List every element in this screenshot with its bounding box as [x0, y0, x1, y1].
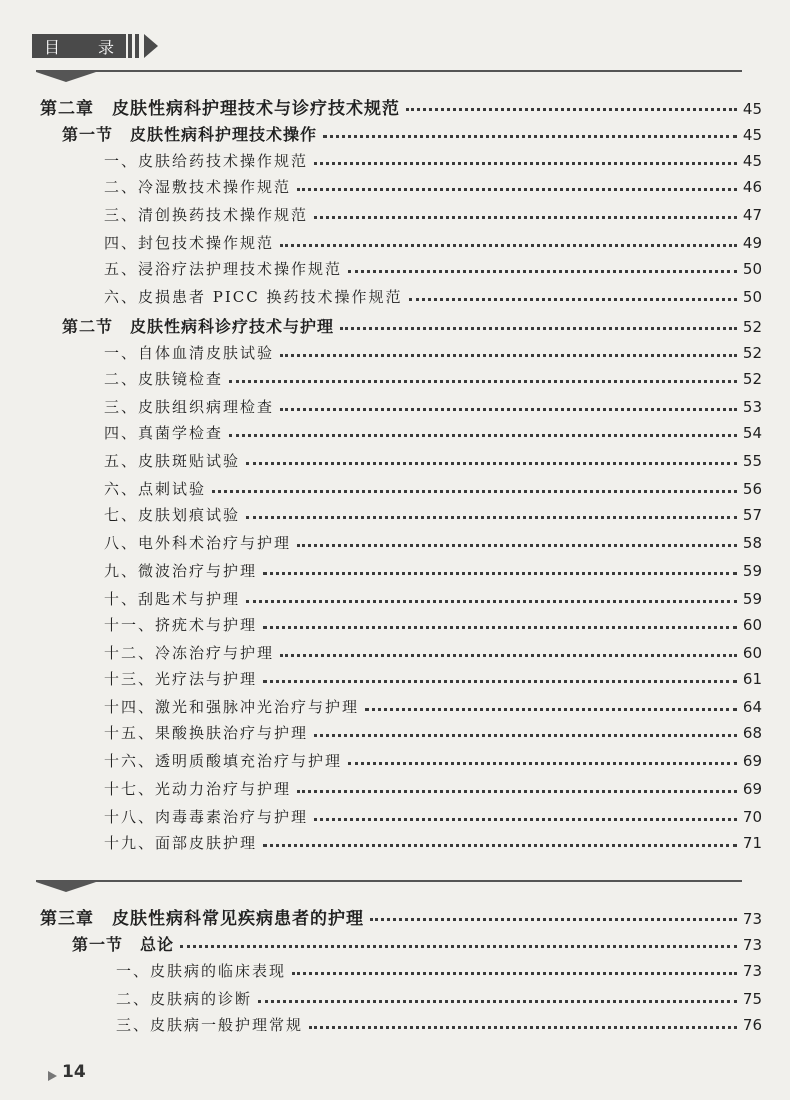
toc-entry-page: 71	[742, 834, 762, 852]
toc-entry-page: 73	[742, 910, 762, 928]
toc-entry-page: 56	[742, 480, 762, 498]
toc-entry-item	[116, 1014, 762, 1035]
toc-entry-item	[104, 422, 762, 443]
dot-leader	[314, 162, 737, 165]
footer-arrow-icon	[48, 1071, 57, 1081]
toc-entry-page: 60	[742, 616, 762, 634]
chapter-divider	[36, 880, 742, 882]
toc-entry-page: 59	[742, 590, 762, 608]
toc-entry-page: 49	[742, 234, 762, 252]
toc-entry-item	[104, 450, 762, 471]
toc-entry-title: 第三章 皮肤性病科常见疾病患者的护理	[40, 909, 364, 929]
toc-entry-item	[104, 614, 762, 635]
toc-entry-page: 61	[742, 670, 762, 688]
toc-entry-title: 四、真菌学检查	[104, 424, 224, 442]
toc-entry-item	[104, 232, 762, 253]
toc-entry-title: 九、微波治疗与护理	[104, 562, 258, 580]
toc-entry-page: 64	[742, 698, 762, 716]
toc-entry-page: 52	[742, 344, 762, 362]
dot-leader	[314, 734, 737, 737]
dot-leader	[246, 600, 737, 603]
dot-leader	[258, 1000, 737, 1003]
divider-triangle-icon	[36, 72, 96, 82]
dot-leader	[263, 844, 737, 847]
toc-entry-page: 60	[742, 644, 762, 662]
toc-entry-page: 47	[742, 206, 762, 224]
toc-header-badge	[32, 34, 126, 58]
header-decoration	[128, 34, 158, 58]
toc-entry-title: 一、皮肤给药技术操作规范	[104, 152, 309, 170]
toc-entry-item	[104, 258, 762, 279]
toc-entry-title: 一、皮肤病的临床表现	[116, 962, 287, 980]
toc-entry-title: 十八、肉毒毒素治疗与护理	[104, 808, 309, 826]
dot-leader	[280, 408, 737, 411]
page-number: 14	[62, 1062, 86, 1082]
toc-entry-chapter	[40, 94, 762, 119]
header-arrow-icon	[144, 34, 158, 58]
toc-entry-item	[116, 960, 762, 981]
toc-entry-title: 十三、光疗法与护理	[104, 670, 258, 688]
toc-entry-title: 三、皮肤病一般护理常规	[116, 1016, 304, 1034]
toc-entry-item	[104, 504, 762, 525]
toc-entry-page: 57	[742, 506, 762, 524]
dot-leader	[348, 270, 737, 273]
toc-entry-title: 三、清创换药技术操作规范	[104, 206, 309, 224]
toc-entry-item	[104, 642, 762, 663]
toc-entry-item	[104, 778, 762, 799]
toc-entry-item	[104, 396, 762, 417]
toc-entry-title: 二、皮肤病的诊断	[116, 990, 253, 1008]
toc-entry-page: 52	[742, 370, 762, 388]
dot-leader	[263, 626, 737, 629]
toc-entry-title: 十一、挤疣术与护理	[104, 616, 258, 634]
dot-leader	[263, 572, 737, 575]
dot-leader	[309, 1026, 737, 1029]
toc-entry-item	[104, 668, 762, 689]
toc-entry-page: 58	[742, 534, 762, 552]
toc-entry-item	[116, 988, 762, 1009]
toc-entry-page: 45	[742, 100, 762, 118]
header-bar	[128, 34, 132, 58]
dot-leader	[246, 462, 737, 465]
toc-entry-title: 第一节 皮肤性病科护理技术操作	[62, 125, 318, 144]
dot-leader	[297, 544, 737, 547]
toc-entry-page: 75	[742, 990, 762, 1008]
divider-triangle-icon	[36, 882, 96, 892]
toc-entry-page: 69	[742, 780, 762, 798]
dot-leader	[297, 790, 737, 793]
toc-entry-page: 76	[742, 1016, 762, 1034]
dot-leader	[314, 818, 737, 821]
toc-entry-item	[104, 560, 762, 581]
toc-entry-title: 第二节 皮肤性病科诊疗技术与护理	[62, 317, 335, 336]
toc-entry-title: 六、皮损患者 PICC 换药技术操作规范	[104, 288, 403, 306]
dot-leader	[409, 298, 737, 301]
dot-leader	[370, 918, 737, 921]
toc-entry-section	[62, 122, 762, 145]
toc-entry-title: 三、皮肤组织病理检查	[104, 398, 275, 416]
toc-entry-page: 68	[742, 724, 762, 742]
dot-leader	[263, 680, 737, 683]
dot-leader	[323, 135, 737, 138]
toc-entry-item	[104, 696, 762, 717]
dot-leader	[280, 244, 737, 247]
toc-entry-page: 52	[742, 318, 762, 336]
dot-leader	[229, 434, 737, 437]
toc-entry-page: 50	[742, 288, 762, 306]
toc-entry-item	[104, 478, 762, 499]
toc-entry-section	[72, 932, 762, 955]
toc-entry-title: 第一节 总论	[72, 935, 175, 954]
toc-entry-title: 一、自体血清皮肤试验	[104, 344, 275, 362]
dot-leader	[280, 354, 737, 357]
dot-leader	[280, 654, 737, 657]
toc-entry-page: 53	[742, 398, 762, 416]
toc-entry-item	[104, 832, 762, 853]
dot-leader	[292, 972, 737, 975]
toc-entry-item	[104, 204, 762, 225]
toc-entry-item	[104, 722, 762, 743]
toc-entry-page: 46	[742, 178, 762, 196]
toc-entry-title: 五、皮肤斑贴试验	[104, 452, 241, 470]
toc-entry-item	[104, 286, 762, 307]
toc-entry-title: 十九、面部皮肤护理	[104, 834, 258, 852]
toc-entry-title: 十五、果酸换肤治疗与护理	[104, 724, 309, 742]
toc-entry-page: 73	[742, 962, 762, 980]
dot-leader	[340, 327, 737, 330]
toc-entry-title: 二、冷湿敷技术操作规范	[104, 178, 292, 196]
toc-entry-title: 二、皮肤镜检查	[104, 370, 224, 388]
toc-entry-item	[104, 532, 762, 553]
dot-leader	[406, 108, 737, 111]
toc-entry-page: 55	[742, 452, 762, 470]
toc-entry-title: 十、刮匙术与护理	[104, 590, 241, 608]
toc-entry-chapter	[40, 904, 762, 929]
toc-entry-item	[104, 806, 762, 827]
chapter-divider	[36, 70, 742, 72]
toc-entry-title: 八、电外科术治疗与护理	[104, 534, 292, 552]
toc-entry-page: 73	[742, 936, 762, 954]
dot-leader	[297, 188, 737, 191]
toc-entry-title: 四、封包技术操作规范	[104, 234, 275, 252]
toc-entry-title: 十七、光动力治疗与护理	[104, 780, 292, 798]
toc-entry-page: 54	[742, 424, 762, 442]
toc-entry-title: 六、点刺试验	[104, 480, 207, 498]
toc-entry-page: 45	[742, 126, 762, 144]
header-bar	[135, 34, 139, 58]
toc-entry-item	[104, 176, 762, 197]
toc-entry-title: 五、浸浴疗法护理技术操作规范	[104, 260, 343, 278]
dot-leader	[365, 708, 737, 711]
toc-entry-page: 69	[742, 752, 762, 770]
toc-entry-item	[104, 588, 762, 609]
dot-leader	[180, 945, 737, 948]
dot-leader	[314, 216, 737, 219]
toc-entry-page: 50	[742, 260, 762, 278]
toc-entry-section	[62, 314, 762, 337]
header-char-1: 目	[44, 37, 61, 57]
dot-leader	[246, 516, 737, 519]
toc-entry-item	[104, 368, 762, 389]
toc-entry-title: 七、皮肤划痕试验	[104, 506, 241, 524]
header-char-2: 录	[97, 37, 114, 57]
toc-entry-page: 70	[742, 808, 762, 826]
toc-entry-title: 十二、冷冻治疗与护理	[104, 644, 275, 662]
toc-entry-item	[104, 150, 762, 171]
dot-leader	[229, 380, 737, 383]
toc-entry-title: 十四、激光和强脉冲光治疗与护理	[104, 698, 360, 716]
toc-entry-item	[104, 342, 762, 363]
toc-entry-item	[104, 750, 762, 771]
toc-entry-page: 59	[742, 562, 762, 580]
toc-entry-title: 十六、透明质酸填充治疗与护理	[104, 752, 343, 770]
toc-entry-page: 45	[742, 152, 762, 170]
dot-leader	[212, 490, 737, 493]
dot-leader	[348, 762, 737, 765]
toc-entry-title: 第二章 皮肤性病科护理技术与诊疗技术规范	[40, 99, 400, 119]
